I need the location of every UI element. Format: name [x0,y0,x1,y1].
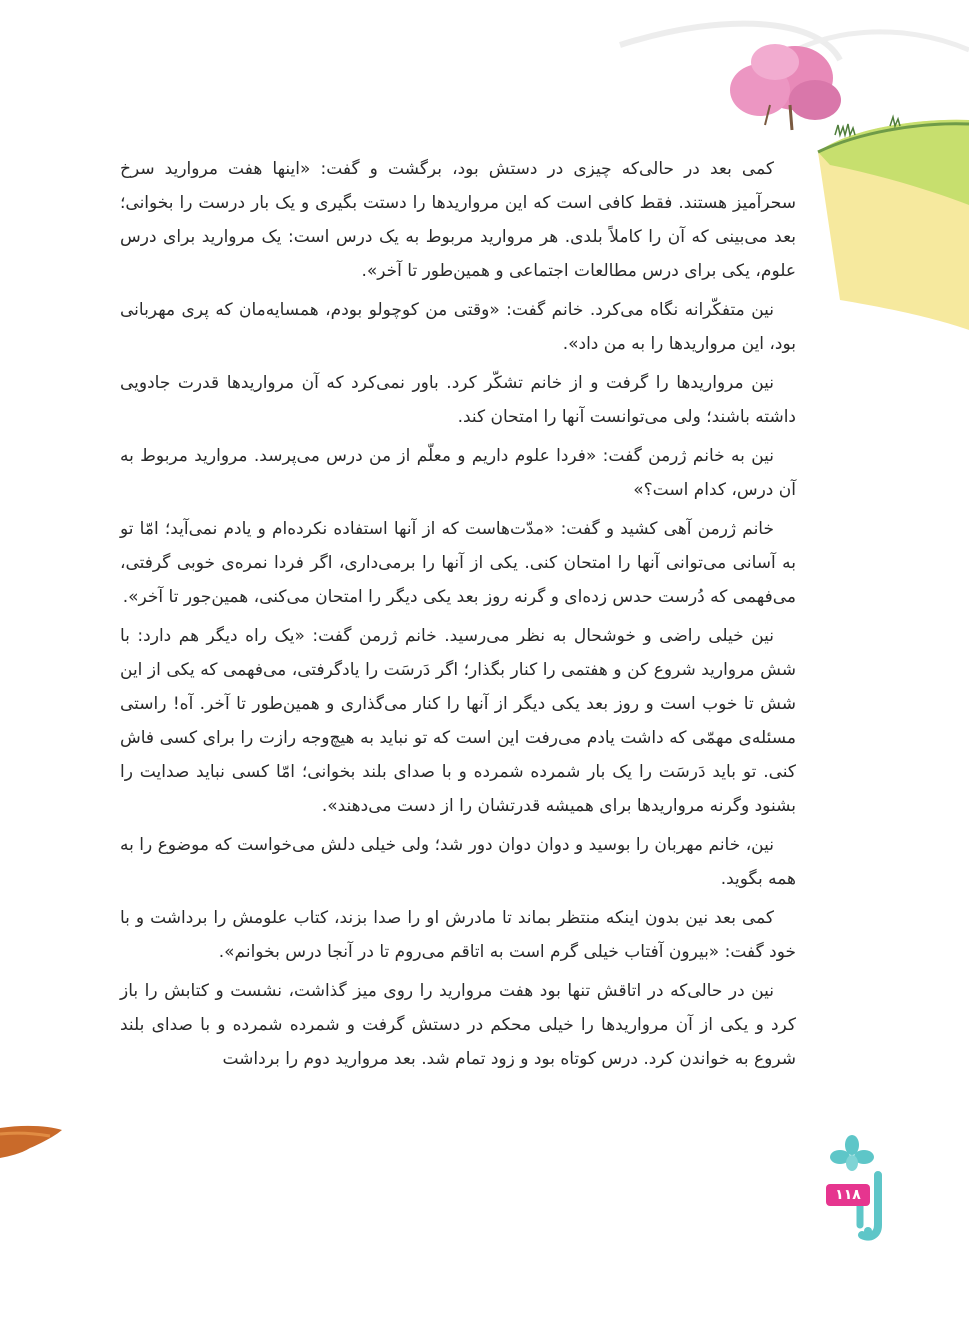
paragraph: نین متفکّرانه نگاه می‌کرد. خانم گفت: «وقتی من کوچولو بودم، همسایه‌مان که پری مهربانی بود، این مرواریدها را به من داد». [120,300,796,354]
paragraph: کمی بعد در حالی‌که چیزی در دستش بود، برگشت و گفت: «اینها هفت مروارید سرخ سحرآمیز هستند. فقط کافی است که این مرواریدها را دستت بگیری و یک بار درست را بخوانی؛ بعد می‌بینی که آن را کاملاً بلدی. هر مروارید مربوط به یک درس است: یک مروارید برای درس علوم، یکی برای درس مطالعات اجتماعی و همین‌طور تا آخر». [120,159,796,281]
paragraph: نین به خانم ژرمن گفت: «فردا علوم داریم و معلّم از من درس می‌پرسد. مروارید مربوط به آن درس، کدام است؟» [120,446,796,500]
paragraph: نین در حالی‌که در اتاقش تنها بود هفت مروارید را روی میز گذاشت، نشست و کتابش را باز کرد و یکی از آن مرواریدها را خیلی محکم در دستش گرفت و شمرده شمرده و با صدای بلند شروع به خواندن کرد. درس کوتاه بود و زود تمام شد. بعد مروارید دوم را برداشت [120,981,796,1069]
paragraph: خانم ژرمن آهی کشید و گفت: «مدّت‌هاست که از آنها استفاده نکرده‌ام و یادم نمی‌آید؛ امّا تو به آسانی می‌توانی آنها را امتحان کنی. یکی از آنها را برمی‌داری، اگر فردا نمره‌ی خوبی گرفتی، می‌فهمی که دُرست حدس زده‌ای و گرنه روز بعد یکی دیگر را امتحان می‌کنی، همین‌جور تا آخر». [120,519,796,607]
pink-tree-illustration [620,24,969,130]
story-text [120,152,796,1081]
page-number: ۱۱۸ [826,1184,870,1206]
grass-hill-illustration [818,117,969,330]
paragraph: نین مرواریدها را گرفت و از خانم تشکّر کرد. باور نمی‌کرد که آن مرواریدها قدرت جادویی داشته باشند؛ ولی می‌توانست آنها را امتحان کند. [120,373,796,427]
paragraph: نین خیلی راضی و خوشحال به نظر می‌رسید. خانم ژرمن گفت: «یک راه دیگر هم دارد: با شش مروارید شروع کن و هفتمی را کنار بگذار؛ اگر دَرسَت را یادگرفتی، می‌فهمی که یکی از این شش تا خوب است و روز بعد یکی دیگر از آنها را کنار می‌گذاری و همین‌طور تا آخر. آه! راستی مسئله‌ی مهمّی که داشت یادم می‌رفت این است که تو نباید به هیچ‌وجه رازت را برای کسی فاش کنی. تو باید دَرسَت را یک بار شمرده شمرده و با صدای بلند بخوانی؛ امّا کسی نباید صدایت را بشنود وگرنه مرواریدها برای همیشه قدرتشان را از دست می‌دهند». [120,626,796,816]
paragraph: کمی بعد نین بدون اینکه منتظر بماند تا مادرش او را صدا بزند، کتاب علومش را برداشت و با خود گفت: «بیرون آفتاب خیلی گرم است به اتاقم می‌روم تا در آنجا درس بخوانم». [120,908,796,962]
paragraph: نین، خانم مهربان را بوسید و دوان دوان دور شد؛ ولی خیلی دلش می‌خواست که موضوع را به همه بگوید. [120,835,796,889]
orange-stroke-decoration [0,1110,80,1170]
page-badge [818,1135,898,1245]
